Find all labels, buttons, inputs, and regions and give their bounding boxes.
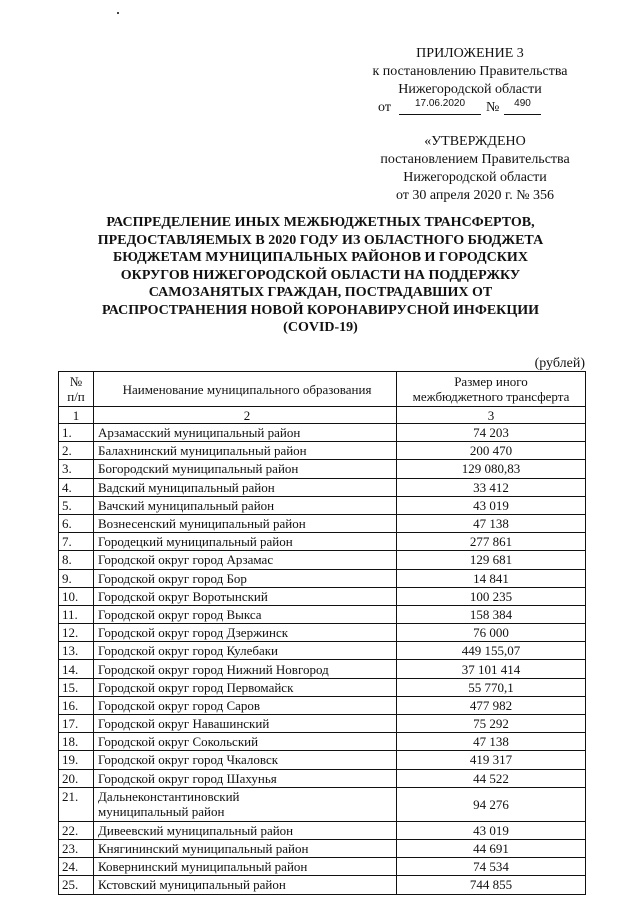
transfer-amount: 744 855 — [397, 876, 586, 894]
units-label: (рублей) — [534, 356, 585, 371]
date-label: от — [378, 100, 391, 115]
heading-line: ОКРУГОВ НИЖЕГОРОДСКОЙ ОБЛАСТИ НА ПОДДЕРЖКУ — [120, 267, 521, 283]
row-number: 1. — [59, 424, 94, 442]
transfer-amount: 47 138 — [397, 514, 586, 532]
table-row — [59, 678, 586, 696]
municipality-name: Городской округ город Первомайск — [94, 678, 397, 696]
column-number: 2 — [94, 407, 397, 424]
table-row — [59, 876, 586, 894]
heading-line: РАСПРОСТРАНЕНИЯ НОВОЙ КОРОНАВИРУСНОЙ ИНФЕКЦИИ — [101, 302, 540, 318]
row-number: 10. — [59, 587, 94, 605]
municipality-name: Городской округ город Кулебаки — [94, 642, 397, 660]
table-row — [59, 424, 586, 442]
table-row — [59, 460, 586, 478]
table-row — [59, 839, 586, 857]
table-row — [59, 551, 586, 569]
appendix-decree-line: к постановлению Правительства — [372, 64, 568, 79]
decree-date: 17.06.2020 — [399, 95, 481, 115]
appendix-date-number-line — [378, 99, 603, 117]
row-number: 9. — [59, 569, 94, 587]
transfers-table — [58, 371, 586, 895]
header-number-line1: № — [69, 374, 83, 389]
table-row — [59, 496, 586, 514]
transfer-amount: 74 534 — [397, 858, 586, 876]
decree-number: 490 — [504, 95, 541, 115]
municipality-name: Городской округ Сокольский — [94, 733, 397, 751]
transfer-amount: 129 681 — [397, 551, 586, 569]
row-number: 17. — [59, 715, 94, 733]
row-number: 5. — [59, 496, 94, 514]
row-number: 8. — [59, 551, 94, 569]
municipality-name: Городской округ город Бор — [94, 569, 397, 587]
row-number: 2. — [59, 442, 94, 460]
transfer-amount: 37 101 414 — [397, 660, 586, 678]
row-number: 11. — [59, 605, 94, 623]
row-number: 4. — [59, 478, 94, 496]
transfer-amount: 75 292 — [397, 715, 586, 733]
scan-speck — [117, 12, 119, 14]
transfer-amount: 100 235 — [397, 587, 586, 605]
row-number: 21. — [59, 787, 94, 821]
municipality-name: Городской округ город Арзамас — [94, 551, 397, 569]
table-row — [59, 660, 586, 678]
row-number: 22. — [59, 821, 94, 839]
municipality-name: Городской округ Воротынский — [94, 587, 397, 605]
table-row — [59, 569, 586, 587]
transfer-amount: 76 000 — [397, 624, 586, 642]
transfer-amount: 43 019 — [397, 821, 586, 839]
transfer-amount: 14 841 — [397, 569, 586, 587]
municipality-name: Вознесенский муниципальный район — [94, 514, 397, 532]
municipality-name: Городской округ город Выкса — [94, 605, 397, 623]
table-row — [59, 642, 586, 660]
municipality-name: Балахнинский муниципальный район — [94, 442, 397, 460]
transfer-amount: 477 982 — [397, 696, 586, 714]
municipality-name: Дивеевский муниципальный район — [94, 821, 397, 839]
heading-line: РАСПРЕДЕЛЕНИЕ ИНЫХ МЕЖБЮДЖЕТНЫХ ТРАНСФЕРТОВ, — [106, 215, 535, 230]
header-number-line2: п/п — [67, 389, 85, 404]
heading-line: САМОЗАНЯТЫХ ГРАЖДАН, ПОСТРАДАВШИХ ОТ — [148, 285, 493, 300]
header-amount-line2: межбюджетного трансферта — [412, 389, 570, 404]
municipality-name: Вачский муниципальный район — [94, 496, 397, 514]
transfer-amount: 129 080,83 — [397, 460, 586, 478]
approved-decree-line: постановлением Правительства — [380, 152, 570, 167]
table-row — [59, 533, 586, 551]
transfer-amount: 200 470 — [397, 442, 586, 460]
table-row — [59, 624, 586, 642]
row-number: 25. — [59, 876, 94, 894]
row-number: 7. — [59, 533, 94, 551]
transfer-amount: 47 138 — [397, 733, 586, 751]
municipality-name — [94, 787, 397, 821]
row-number: 18. — [59, 733, 94, 751]
transfer-amount: 44 522 — [397, 769, 586, 787]
row-number: 12. — [59, 624, 94, 642]
row-number: 13. — [59, 642, 94, 660]
table-row — [59, 733, 586, 751]
number-label: № — [486, 100, 500, 115]
column-number: 3 — [397, 407, 586, 424]
municipality-name: Городской округ город Саров — [94, 696, 397, 714]
municipality-name: Богородский муниципальный район — [94, 460, 397, 478]
table-row — [59, 787, 586, 821]
row-number: 20. — [59, 769, 94, 787]
municipality-name: Городской округ город Шахунья — [94, 769, 397, 787]
row-number: 24. — [59, 858, 94, 876]
municipality-name: Вадский муниципальный район — [94, 478, 397, 496]
row-number: 16. — [59, 696, 94, 714]
column-number-row — [59, 407, 586, 424]
municipality-name-line1: Дальнеконстантиновский — [98, 789, 240, 805]
table-row — [59, 587, 586, 605]
transfer-amount: 74 203 — [397, 424, 586, 442]
municipality-name: Городской округ город Нижний Новгород — [94, 660, 397, 678]
row-number: 6. — [59, 514, 94, 532]
table-row — [59, 442, 586, 460]
transfer-amount: 449 155,07 — [397, 642, 586, 660]
row-number: 14. — [59, 660, 94, 678]
row-number: 23. — [59, 839, 94, 857]
table-row — [59, 605, 586, 623]
heading-line: (COVID-19) — [283, 320, 358, 335]
row-number: 3. — [59, 460, 94, 478]
approved-region-line: Нижегородской области — [403, 170, 547, 185]
table-row — [59, 769, 586, 787]
header-number — [59, 372, 94, 407]
municipality-name: Ковернинский муниципальный район — [94, 858, 397, 876]
transfer-amount: 277 861 — [397, 533, 586, 551]
header-amount-line1: Размер иного — [454, 374, 528, 389]
approved-block — [345, 133, 605, 205]
row-number: 15. — [59, 678, 94, 696]
header-name: Наименование муниципального образования — [94, 372, 397, 407]
municipality-name: Княгининский муниципальный район — [94, 839, 397, 857]
transfer-amount: 94 276 — [397, 787, 586, 821]
transfer-amount: 55 770,1 — [397, 678, 586, 696]
table-row — [59, 821, 586, 839]
header-amount — [397, 372, 586, 407]
municipality-name-line2: муниципальный район — [98, 804, 225, 820]
appendix-region-line: Нижегородской области — [398, 82, 542, 97]
transfer-amount: 44 691 — [397, 839, 586, 857]
column-number: 1 — [59, 407, 94, 424]
municipality-name: Городецкий муниципальный район — [94, 533, 397, 551]
municipality-name: Городской округ Навашинский — [94, 715, 397, 733]
municipality-name: Кстовский муниципальный район — [94, 876, 397, 894]
heading-line: ПРЕДОСТАВЛЯЕМЫХ В 2020 ГОДУ ИЗ ОБЛАСТНОГО БЮДЖЕТА — [97, 232, 544, 248]
row-number: 19. — [59, 751, 94, 769]
appendix-title: ПРИЛОЖЕНИЕ 3 — [416, 46, 524, 61]
approved-date-line: от 30 апреля 2020 г. № 356 — [395, 188, 555, 203]
transfer-amount: 158 384 — [397, 605, 586, 623]
transfer-amount: 43 019 — [397, 496, 586, 514]
table-header-row — [59, 372, 586, 407]
table-row — [59, 715, 586, 733]
heading-line: БЮДЖЕТАМ МУНИЦИПАЛЬНЫХ РАЙОНОВ И ГОРОДСКИХ — [113, 250, 528, 265]
table-row — [59, 696, 586, 714]
transfer-amount: 419 317 — [397, 751, 586, 769]
table-row — [59, 514, 586, 532]
approved-title: «УТВЕРЖДЕНО — [424, 134, 526, 149]
municipality-name: Городской округ город Дзержинск — [94, 624, 397, 642]
document-heading — [48, 214, 593, 337]
appendix-block — [340, 45, 600, 99]
table-row — [59, 478, 586, 496]
municipality-name: Городской округ город Чкаловск — [94, 751, 397, 769]
table-row — [59, 858, 586, 876]
transfer-amount: 33 412 — [397, 478, 586, 496]
table-row — [59, 751, 586, 769]
municipality-name: Арзамасский муниципальный район — [94, 424, 397, 442]
